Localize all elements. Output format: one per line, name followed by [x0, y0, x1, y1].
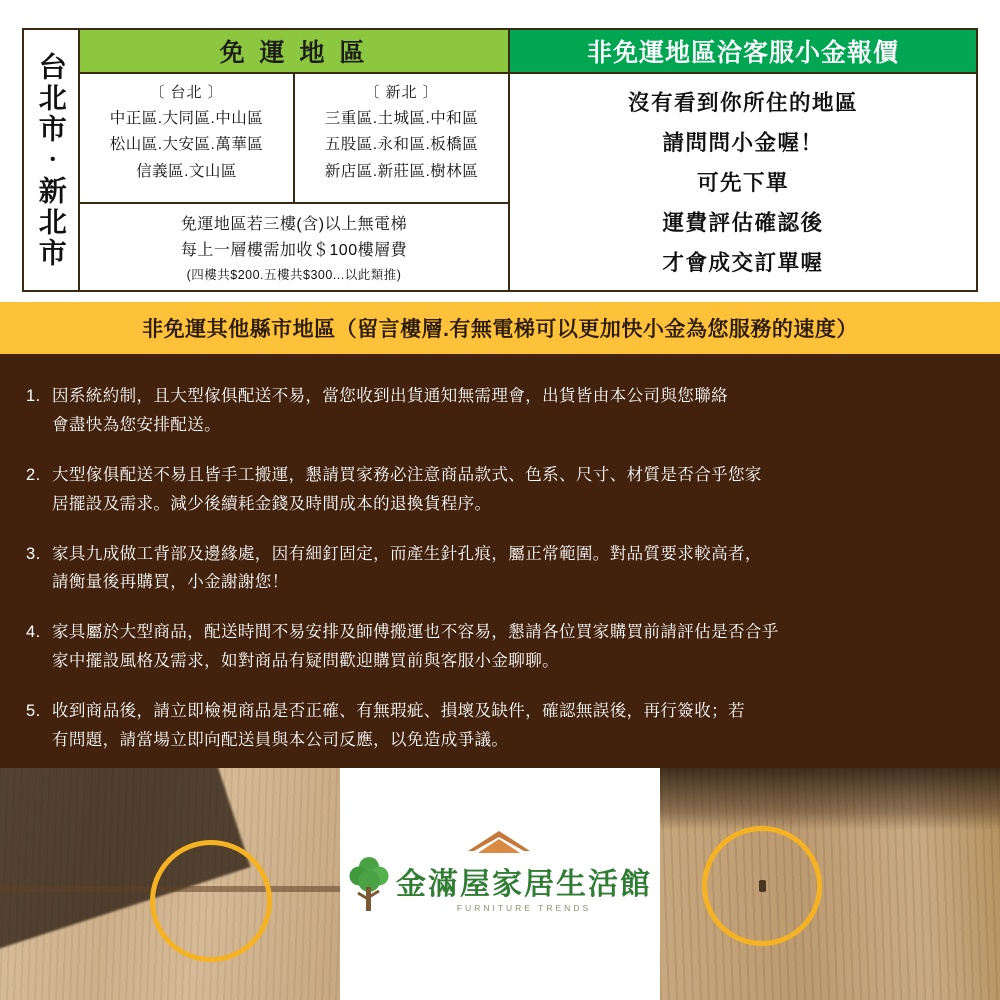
paid-shipping-line: 運費評估確認後 — [662, 210, 824, 235]
top-shadow — [660, 768, 1000, 830]
note-body — [52, 540, 974, 598]
district-line: 五股區.永和區.板橋區 — [324, 136, 479, 154]
note-line: 居擺設及需求。減少後續耗金錢及時間成本的退換貨程序。 — [52, 494, 492, 513]
detail-photo-corner — [0, 768, 340, 1000]
note-body — [52, 382, 974, 440]
note-body — [52, 697, 974, 755]
elevator-small-note: (四樓共$200.五樓共$300...以此類推) — [186, 268, 402, 282]
note-line: 大型傢俱配送不易且皆手工搬運，懇請買家務必注意商品款式、色系、尺寸、材質是否合乎您家 — [52, 465, 762, 484]
district-lists — [80, 74, 508, 204]
note-body — [52, 618, 974, 676]
shipping-table — [22, 28, 978, 292]
district-column-taipei — [80, 74, 295, 202]
note-item — [26, 540, 974, 598]
purchase-notes — [0, 354, 1000, 768]
district-line: 中正區.大同區.中山區 — [109, 110, 264, 127]
other-regions-text: 非免運其他縣市地區（留言樓層.有無電梯可以更加快小金為您服務的速度） — [142, 318, 858, 341]
elevator-note-line: 每上一層樓需加收＄100樓層費 — [180, 242, 408, 259]
note-item — [26, 618, 974, 676]
note-line: 會盡快為您安排配送。 — [52, 415, 221, 434]
note-item — [26, 461, 974, 519]
district-line: 新店區.新莊區.樹林區 — [324, 162, 479, 180]
district-title: 〔 台北 〕 — [149, 84, 224, 101]
tree-icon — [348, 855, 390, 913]
note-number: 3. — [26, 544, 41, 563]
paid-shipping-line: 沒有看到你所住的地區 — [627, 90, 858, 115]
paid-shipping-header: 非免運地區洽客服小金報價 — [510, 30, 976, 74]
detail-photo-nailhole — [660, 768, 1000, 1000]
note-line: 有問題，請當場立即向配送員與本公司反應，以免造成爭議。 — [52, 730, 509, 749]
house-roof-icon — [466, 829, 532, 864]
elevator-fee-note — [80, 204, 508, 290]
district-column-newtaipei — [295, 74, 508, 202]
paid-shipping-line: 才會成交訂單喔 — [662, 250, 824, 275]
logo-sub-text: FURNITURE TRENDS — [456, 903, 592, 913]
paid-shipping-line: 可先下單 — [696, 170, 789, 195]
logo-main-text: 金滿屋家居生活館 — [396, 868, 652, 901]
elevator-note-line: 免運地區若三樓(含)以上無電梯 — [180, 216, 408, 233]
other-regions-banner — [0, 302, 1000, 354]
paid-shipping-line: 請問問小金喔！ — [662, 130, 824, 155]
district-line: 三重區.土城區.中和區 — [324, 110, 479, 127]
note-number: 1. — [26, 387, 41, 405]
note-item — [26, 382, 974, 440]
note-line: 家中擺設風格及需求，如對商品有疑問歡迎購買前與客服小金聊聊。 — [52, 652, 559, 671]
note-body — [52, 461, 974, 519]
paid-shipping-body — [510, 74, 976, 290]
region-label-text: 台北市‧新北市 — [35, 51, 67, 269]
district-line: 松山區.大安區.萬華區 — [109, 136, 264, 154]
note-line: 收到商品後，請立即檢視商品是否正確、有無瑕疵、損壞及缺件，確認無誤後，再行簽收；若 — [52, 702, 745, 720]
highlight-circle — [150, 840, 272, 962]
free-shipping-column — [80, 30, 510, 290]
logo-text-wrap — [396, 868, 652, 913]
district-line: 信義區.文山區 — [136, 162, 237, 180]
district-title: 〔 新北 〕 — [364, 84, 439, 101]
highlight-circle — [702, 826, 822, 946]
logo-inner — [348, 855, 652, 913]
note-line: 因系統約制，且大型傢俱配送不易，當您收到出貨通知無需理會，出貨皆由本公司與您聯絡 — [52, 387, 728, 405]
brand-logo — [340, 768, 660, 1000]
region-label-cell — [24, 30, 80, 290]
note-number: 5. — [26, 702, 41, 720]
note-line: 家具屬於大型商品，配送時間不易安排及師傅搬運也不容易，懇請各位買家購買前請評估是否合乎 — [52, 623, 779, 642]
note-line: 家具九成做工背部及邊緣處，因有細釘固定，而產生針孔痕，屬正常範圍。對品質要求較高者， — [52, 544, 762, 563]
free-shipping-body — [80, 74, 508, 290]
free-shipping-header: 免 運 地 區 — [80, 30, 508, 74]
paid-shipping-column — [510, 30, 976, 290]
note-item — [26, 697, 974, 755]
note-line: 請衡量後再購買，小金謝謝您！ — [52, 573, 289, 592]
note-number: 4. — [26, 623, 41, 642]
note-number: 2. — [26, 465, 41, 484]
